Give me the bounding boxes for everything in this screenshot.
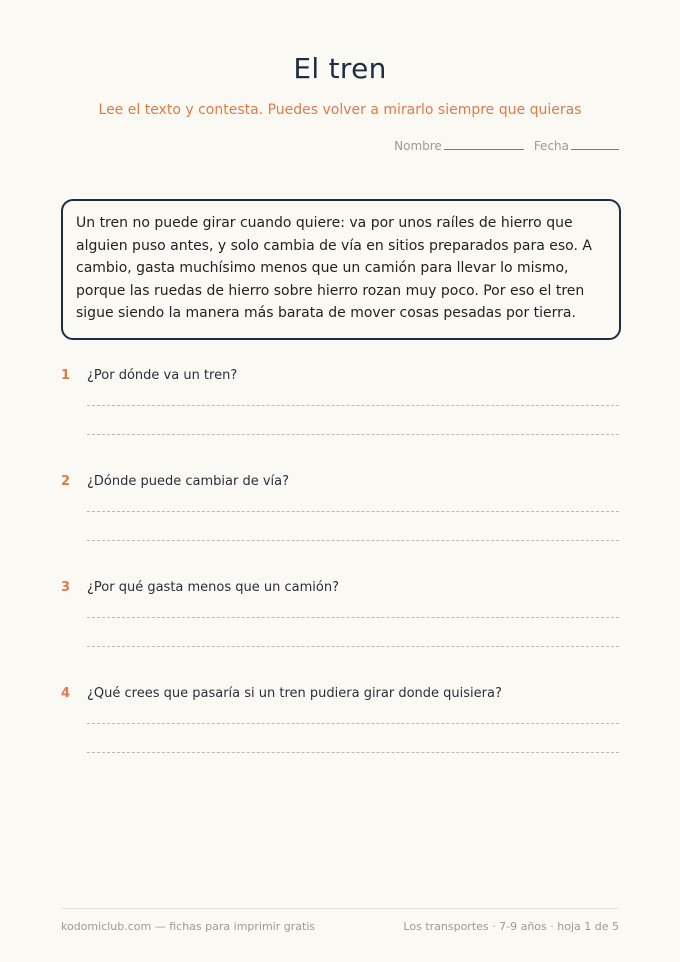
question-text: ¿Por dónde va un tren? (87, 368, 238, 383)
question-2 (61, 474, 619, 489)
reading-passage: Un tren no puede girar cuando quiere: va por unos raíles de hierro que alguien puso antes, y solo cambia de vía en sitios preparados para eso. A cambio, gasta muchísimo menos que un camión para llevar lo mismo, porque las ruedas de hierro sobre hierro rozan muy poco. Por eso el tren sigue siendo la manera más barata de mover cosas pesadas por tierra. (61, 199, 621, 340)
question-text: ¿Qué crees que pasaría si un tren pudiera girar donde quisiera? (87, 686, 502, 701)
instructions: Lee el texto y contesta. Puedes volver a mirarlo siempre que quieras (98, 102, 582, 118)
answer-line[interactable] (87, 723, 619, 724)
answer-line[interactable] (87, 511, 619, 512)
answer-line[interactable] (87, 540, 619, 541)
answer-line[interactable] (87, 405, 619, 406)
answer-line[interactable] (87, 434, 619, 435)
answer-line[interactable] (87, 617, 619, 618)
name-field[interactable] (444, 148, 524, 150)
question-1 (61, 368, 619, 383)
question-4 (61, 686, 619, 701)
footer-divider (61, 908, 619, 909)
question-number: 2 (61, 474, 71, 489)
question-number: 3 (61, 580, 71, 595)
name-label: Nombre (394, 139, 442, 153)
question-text: ¿Dónde puede cambiar de vía? (87, 474, 289, 489)
question-number: 1 (61, 368, 71, 383)
page-title: El tren (293, 52, 387, 85)
question-3 (61, 580, 619, 595)
question-text: ¿Por qué gasta menos que un camión? (87, 580, 339, 595)
answer-line[interactable] (87, 752, 619, 753)
answer-line[interactable] (87, 646, 619, 647)
footer-sheet-info: Los transportes · 7-9 años · hoja 1 de 5 (403, 920, 619, 933)
name-date-fields (394, 139, 619, 153)
footer-site-link[interactable]: kodomiclub.com — fichas para imprimir gratis (61, 920, 316, 933)
date-field[interactable] (571, 148, 619, 150)
question-number: 4 (61, 686, 71, 701)
date-label: Fecha (533, 139, 569, 153)
